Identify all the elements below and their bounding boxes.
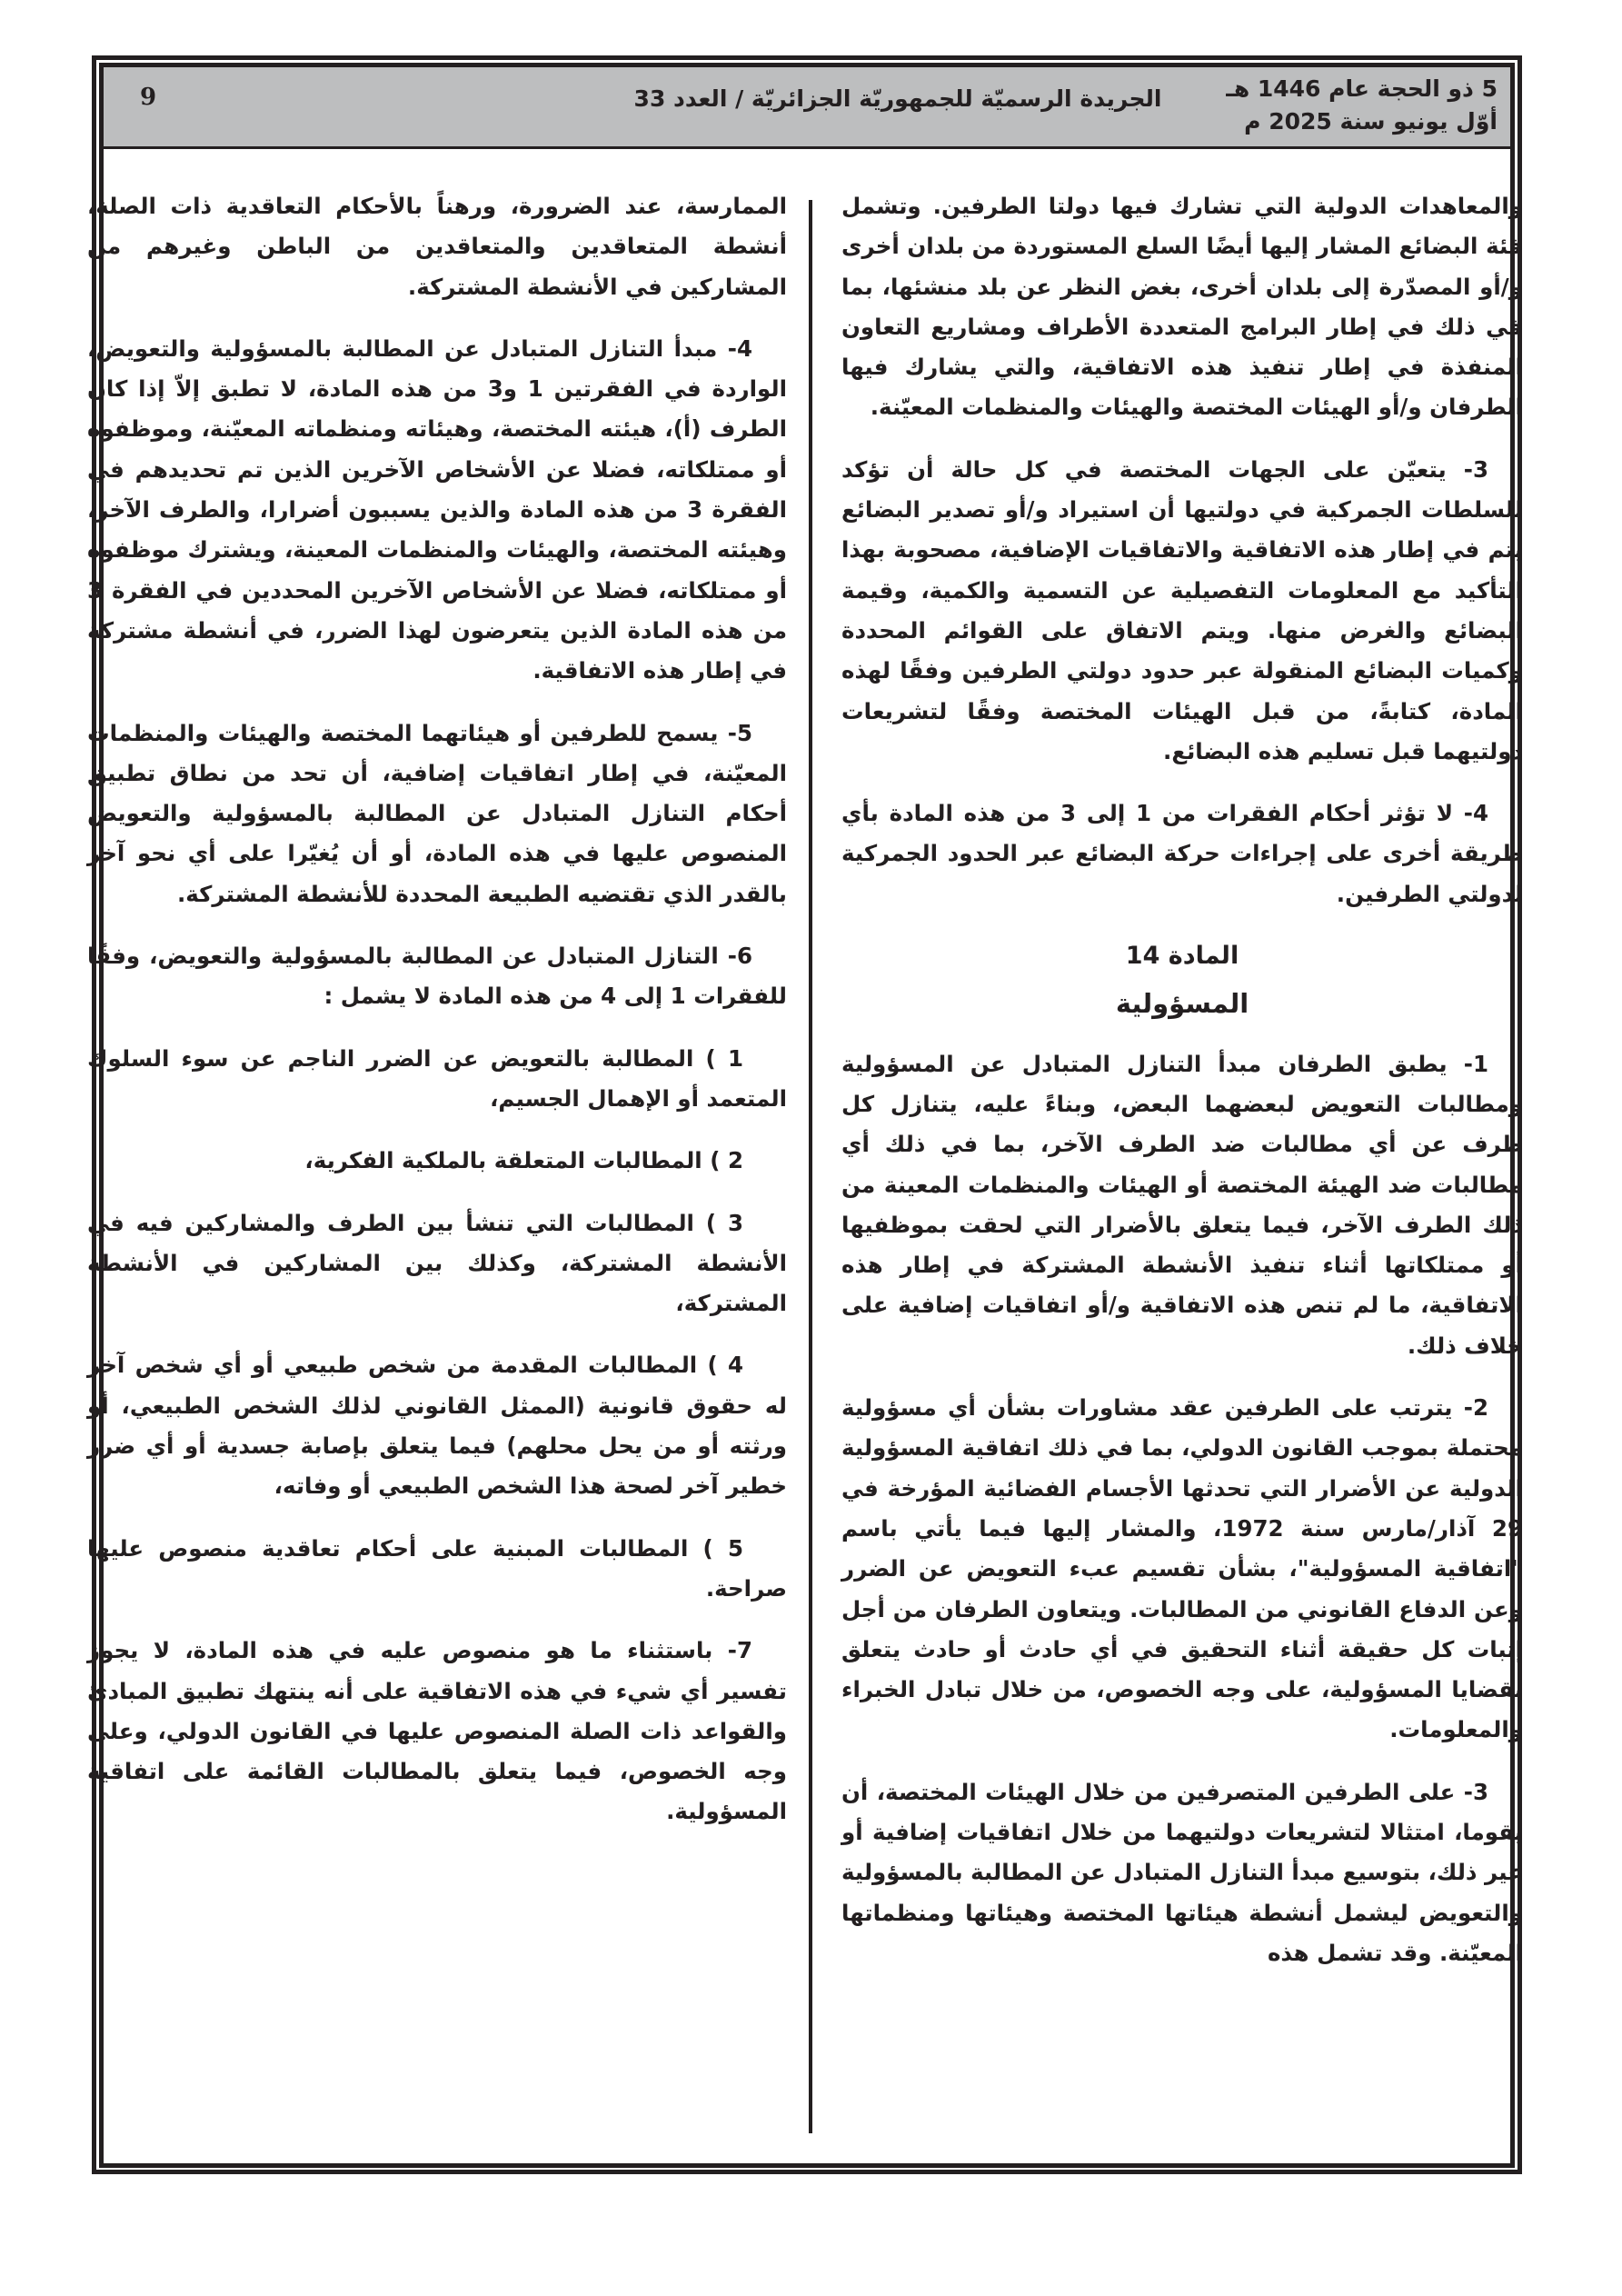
list-item: 3 ) المطالبات التي تنشأ بين الطرف والمشاركين فيه في الأنشطة المشتركة، وكذلك بين المشاركين في الأنشطة المشتركة،	[87, 1209, 787, 1317]
list-item: 2 ) المطالبات المتعلقة بالملكية الفكرية،	[304, 1147, 743, 1174]
article-number: المادة 14	[1125, 942, 1239, 971]
paragraph: 3- على الطرفين المتصرفين من خلال الهيئات المختصة، أن يقوما، امتثالا لتشريعات دولتيهما من خلال اتفاقيات إضافية أو غير ذلك، بتوسيع مبدأ التنازل المتبادل عن المطالبة بالمسؤولية والتعويض ليشمل أنشطة هيئاتها المختصة وهيئاتها ومنظماتها المعيّنة. وقد تشمل هذه	[841, 1778, 1523, 1966]
gazette-title-text: الجريدة الرسميّة للجمهوريّة الجزائريّة / العدد 33	[633, 85, 1162, 112]
list-item: 4 ) المطالبات المقدمة من شخص طبيعي أو أي شخص آخر له حقوق قانونية (الممثل القانوني لذلك الشخص الطبيعي، أو ورثته أو من يحل محلهم) فيما يتعلق بإصابة جسدية أو أي ضرر خطير آخر لصحة هذا الشخص الطبيعي أو وفاته،	[87, 1352, 787, 1500]
paragraph: 1- يطبق الطرفان مبدأ التنازل المتبادل عن المسؤولية ومطالبات التعويض لبعضهما البعض، وبناءً عليه، يتنازل كل طرف عن أي مطالبات ضد الطرف الآخر، بما في ذلك أي مطالبات ضد الهيئة المختصة أو الهيئات والمنظمات المعينة من ذلك الطرف الآخر، فيما يتعلق بالأضرار التي لحقت بموظفيها أو ممتلكاتها أثناء تنفيذ الأنشطة المشتركة في إطار هذه الاتفاقية، ما لم تنص هذه الاتفاقية و/أو اتفاقيات إضافية على خلاف ذلك.	[841, 1050, 1523, 1359]
page-header	[104, 67, 1510, 149]
paragraph: 3- يتعيّن على الجهات المختصة في كل حالة أن تؤكد للسلطات الجمركية في دولتيها أن استيراد و/أو تصدير البضائع يتم في إطار هذه الاتفاقية والاتفاقيات الإضافية، مصحوبة بهذا التأكيد مع المعلومات التفصيلية عن التسمية والكمية، وقيمة البضائع والغرض منها. ويتم الاتفاق على القوائم المحددة وكميات البضائع المنقولة عبر حدود دولتي الطرفين وفقًا لهذه المادة، كتابةً، من قبل الهيئات المختصة وفقًا لتشريعات دولتيهما قبل تسليم هذه البضائع.	[841, 455, 1523, 764]
column-divider	[809, 200, 812, 2133]
paragraph: الممارسة، عند الضرورة، ورهناً بالأحكام التعاقدية ذات الصلة، أنشطة المتعاقدين والمتعاقدين من الباطن وغيرهم من المشاركين في الأنشطة المشتركة.	[87, 193, 787, 300]
page-number: 9	[140, 84, 157, 111]
paragraph: 4- لا تؤثر أحكام الفقرات من 1 إلى 3 من هذه المادة بأي طريقة أخرى على إجراءات حركة البضائع عبر الحدود الجمركية لدولتي الطرفين.	[841, 800, 1523, 907]
paragraph: والمعاهدات الدولية التي تشارك فيها دولتا الطرفين. وتشمل فئة البضائع المشار إليها أيضًا السلع المستوردة من بلدان أخرى و/أو المصدّرة إلى بلدان أخرى، بغض النظر عن بلد منشئها، بما في ذلك في إطار البرامج المتعددة الأطراف ومشاريع التعاون المنفذة في إطار تنفيذ هذه الاتفاقية، والتي يشارك فيها الطرفان و/أو الهيئات المختصة والهيئات والمنظمات المعيّنة.	[841, 193, 1523, 421]
gregorian-date: أوّل يونيو سنة 2025 م	[1244, 108, 1498, 135]
list-item: 5 ) المطالبات المبنية على أحكام تعاقدية منصوص عليها صراحة.	[87, 1534, 787, 1602]
paragraph: 6- التنازل المتبادل عن المطالبة بالمسؤولية والتعويض، وفقًا للفقرات 1 إلى 4 من هذه المادة لا يشمل :	[87, 943, 787, 1010]
paragraph: 5- يسمح للطرفين أو هيئاتهما المختصة والهيئات والمنظمات المعيّنة، في إطار اتفاقيات إضافية، أن تحد من نطاق تطبيق أحكام التنازل المتبادل عن المطالبة بالمسؤولية والتعويض المنصوص عليها في هذه المادة، أو أن يُغيّرا على أي نحو آخر بالقدر الذي تقتضيه الطبيعة المحددة للأنشطة المشتركة.	[87, 719, 787, 907]
right-column	[841, 186, 1523, 1995]
list-item: 1 ) المطالبة بالتعويض عن الضرر الناجم عن سوء السلوك المتعمد أو الإهمال الجسيم،	[87, 1044, 787, 1112]
left-column	[87, 186, 787, 1854]
article-title: المسؤولية	[1115, 988, 1249, 1020]
gazette-title	[104, 85, 1510, 112]
hijri-date: 5 ذو الحجة عام 1446 هـ	[1226, 75, 1498, 102]
paragraph: 2- يترتب على الطرفين عقد مشاورات بشأن أي مسؤولية محتملة بموجب القانون الدولي، بما في ذلك اتفاقية المسؤولية الدولية عن الأضرار التي تحدثها الأجسام الفضائية المؤرخة في 29 آذار/مارس سنة 1972، والمشار إليها فيما يأتي باسم "اتفاقية المسؤولية"، بشأن تقسيم عبء التعويض عن الضرر وعن الدفاع القانوني من المطالبات. ويتعاون الطرفان من أجل إثبات كل حقيقة أثناء التحقيق في أي حادث أو حادث يتعلق بقضايا المسؤولية، على وجه الخصوص، من خلال تبادل الخبراء والمعلومات.	[841, 1394, 1523, 1743]
paragraph: 4- مبدأ التنازل المتبادل عن المطالبة بالمسؤولية والتعويض، الواردة في الفقرتين 1 و3 من هذه المادة، لا تطبق إلاّ إذا كان الطرف (أ)، هيئته المختصة، وهيئاته ومنظماته المعيّنة، وموظفوه أو ممتلكاته، فضلا عن الأشخاص الآخرين الذين تم تحديدهم في الفقرة 3 من هذه المادة والذين يسببون أضرارا، والطرف الآخر، وهيئته المختصة، والهيئات والمنظمات المعينة، ويشترك موظفوه أو ممتلكاته، فضلا عن الأشخاص الآخرين المحددين في الفقرة 3 من هذه المادة الذين يتعرضون لهذا الضرر، في أنشطة مشتركة في إطار هذه الاتفاقية.	[87, 334, 787, 684]
paragraph: 7- باستثناء ما هو منصوص عليه في هذه المادة، لا يجوز تفسير أي شيء في هذه الاتفاقية على أنه ينتهك تطبيق المبادئ والقواعد ذات الصلة المنصوص عليها في القانون الدولي، وعلى وجه الخصوص، فيما يتعلق بالمطالبات القائمة على اتفاقية المسؤولية.	[87, 1637, 787, 1825]
